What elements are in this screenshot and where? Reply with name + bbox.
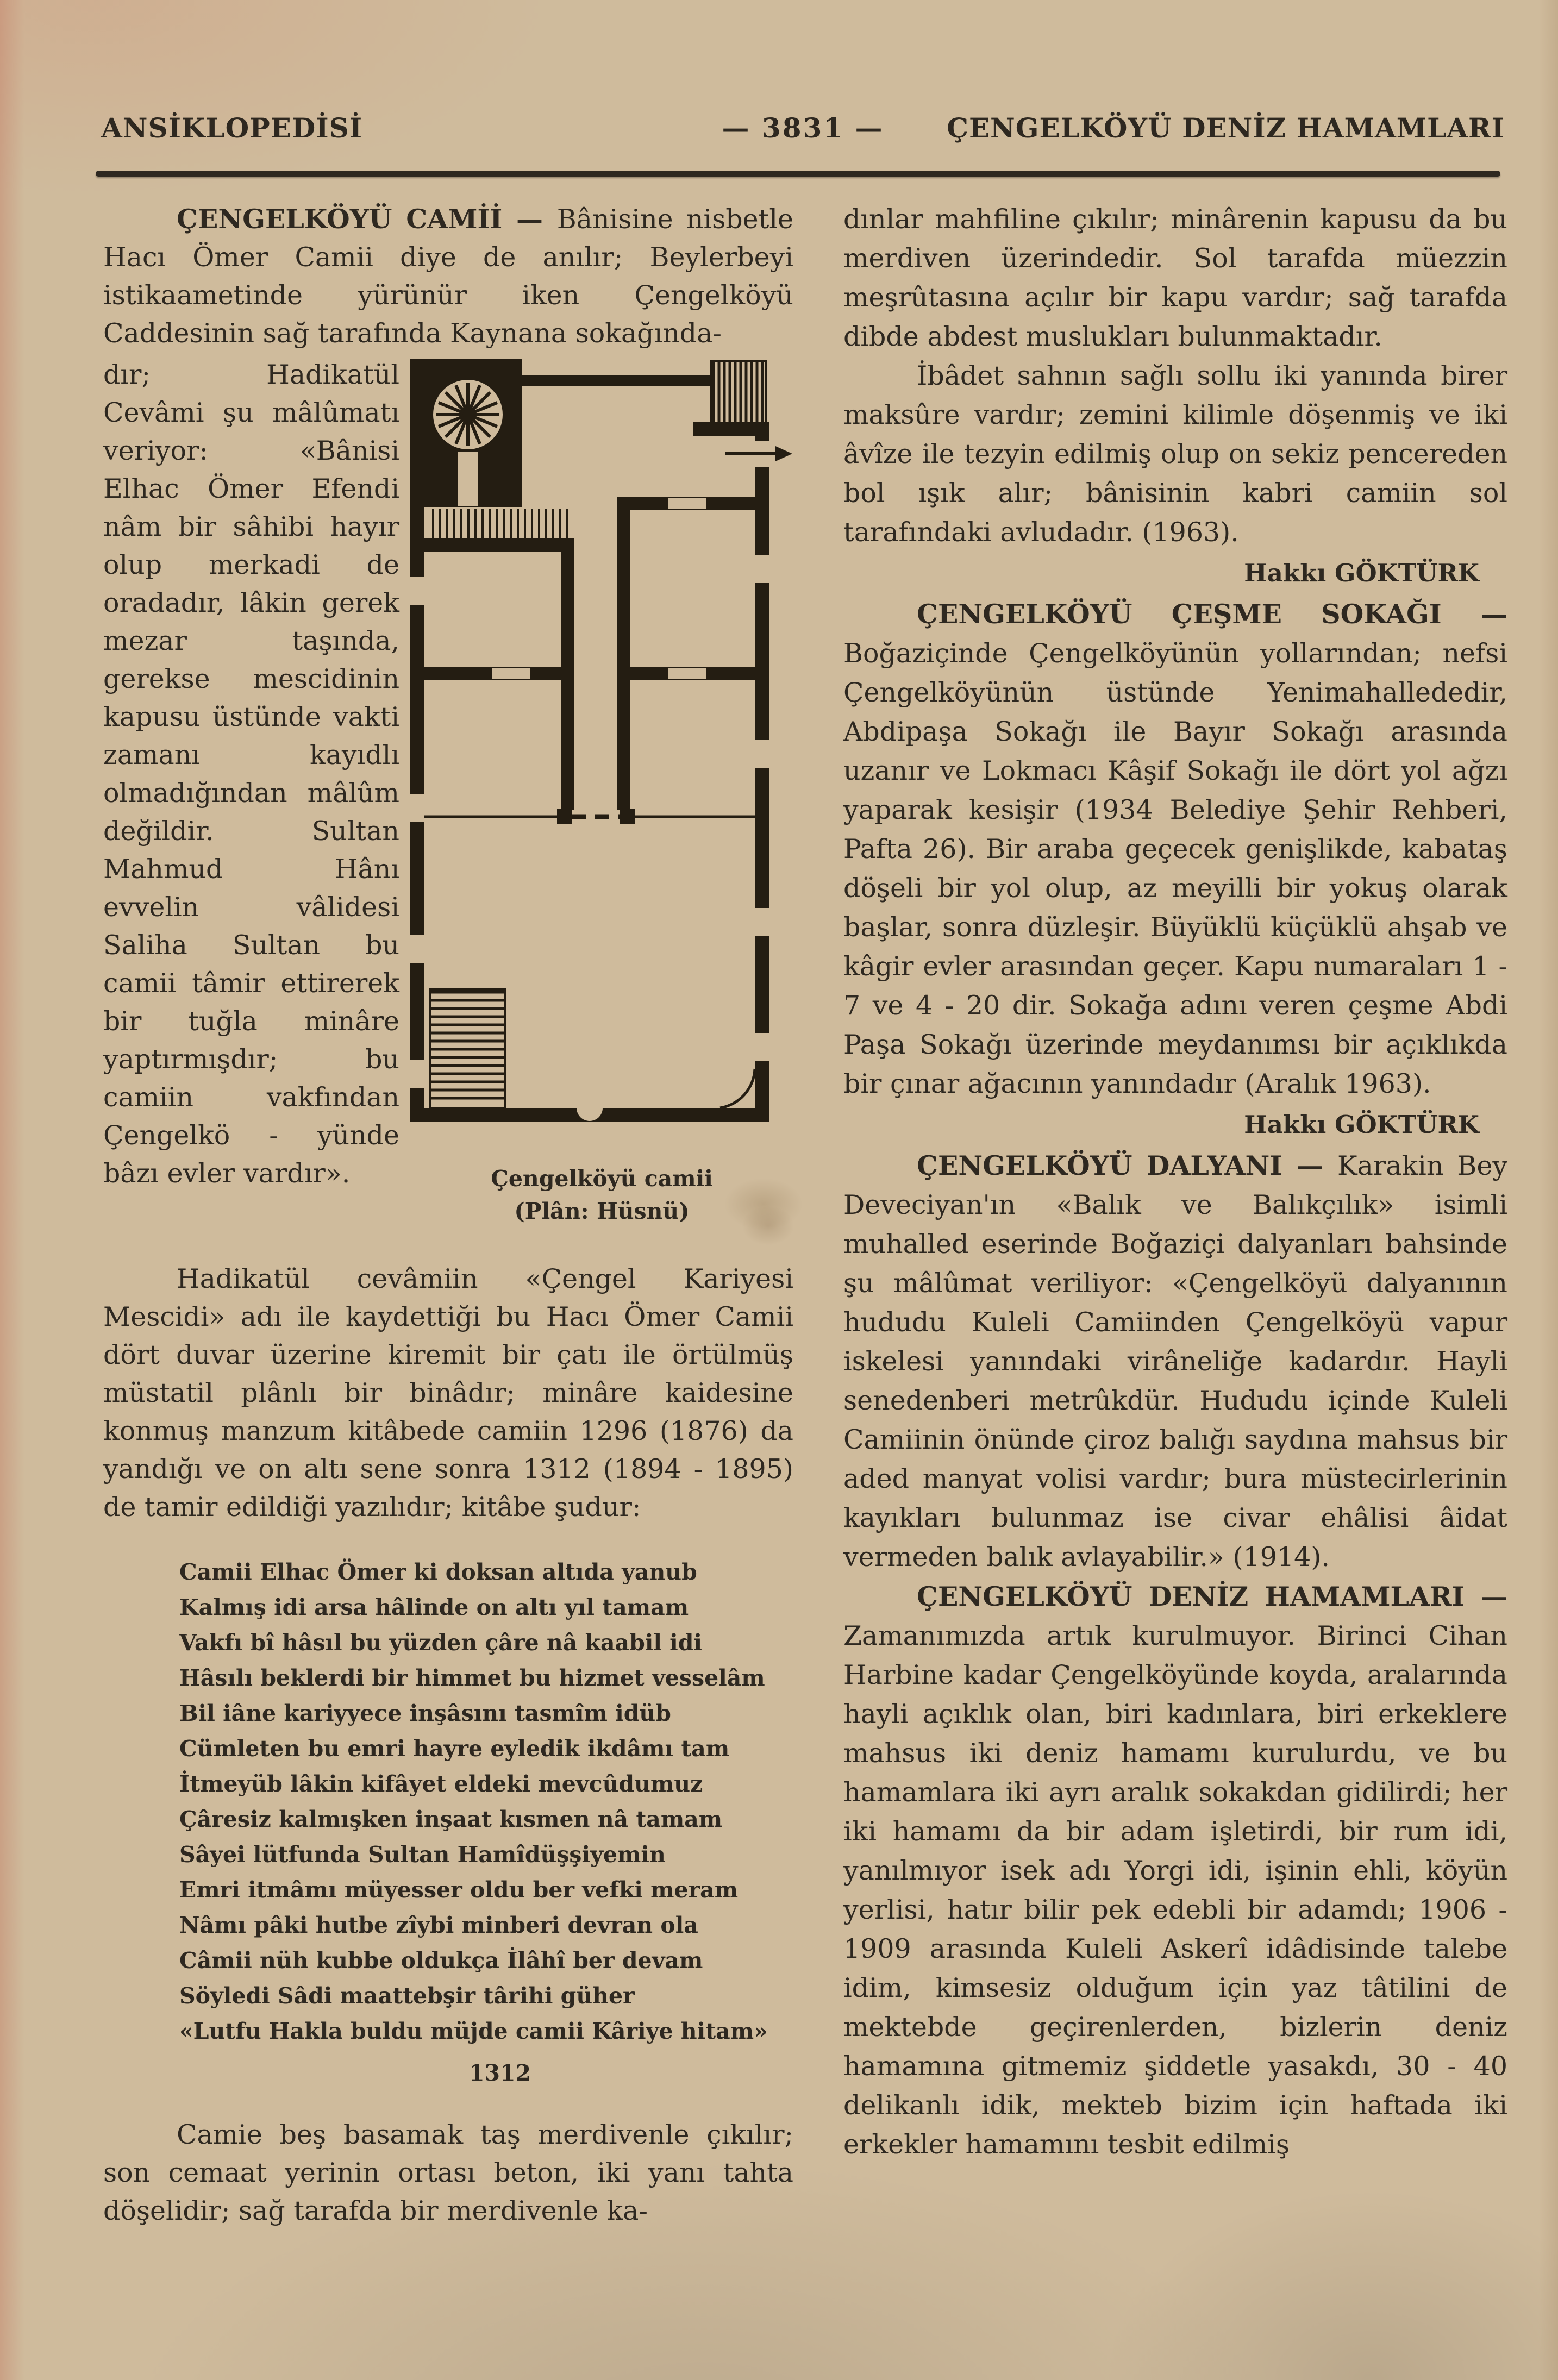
pier-block <box>620 809 635 824</box>
left-wall-window <box>410 794 426 822</box>
left-partition-upper <box>561 538 574 667</box>
right-column <box>843 200 1507 2164</box>
inscription-poem <box>179 1555 793 2091</box>
entry-camii-para2: Hadikatül cevâmiin «Çengel Kariyesi Mescidi» adı ile kaydettiği bu Hacı Ömer Camii dört duvar üzerine kiremit bir çatı ile örtülmüş müstatil plânlı bir binâdır; minâre kaidesine konmuş manzum kitâbede camiin 1296 (1876) da yandığı ve on altı sene sonra 1312 (1894 - 1895) de tamir edildiği yazılıdır; kitâbe şudur: <box>103 1263 793 1523</box>
entry-cesme-sokagi <box>843 594 1507 1104</box>
camii-interior-para: İbâdet sahnın sağlı sollu iki yanında birer maksûre vardır; zemini kilimle döşenmiş ve iki âvîze ile tezyin edilmiş olup on sekiz pencereden bol ışık alır; bânisinin kabri camiin sol tarafındaki avludadır. (1963). <box>843 360 1507 548</box>
right-room-door <box>668 498 706 509</box>
left-room-door <box>492 668 530 679</box>
poem-line: Çâresiz kalmışken inşaat kısmen nâ tamam <box>179 1806 723 1832</box>
figure-caption <box>410 1162 793 1227</box>
floor-plan-svg <box>410 359 793 1136</box>
author-signature: Hakkı GÖKTÜRK <box>1244 1110 1479 1139</box>
entry-camii-paragraph <box>103 200 793 353</box>
poem-line: Söyledi Sâdi maattebşir târihi güher <box>179 1983 635 2009</box>
poem-line: Vakfı bî hâsıl bu yüzden çâre nâ kaabil idi <box>179 1630 702 1656</box>
entry-cesme-headword: ÇENGELKÖYÜ ÇEŞME SOKAĞI <box>917 598 1442 630</box>
entry-deniz-hamamlari <box>843 1577 1507 2164</box>
right-wall-window <box>753 555 771 583</box>
left-column <box>103 200 793 2230</box>
poem-line: Hâsılı beklerdi bir himmet bu hizmet vesselâm <box>179 1665 765 1691</box>
plan-right-wall <box>755 422 769 1122</box>
headword-dash: — <box>1464 1581 1507 1612</box>
poem-line: Bil iâne kariyyece inşâsını tasmîm idüb <box>179 1700 671 1726</box>
entry-camii-narrow-text: dır; Hadikatül Cevâmi şu mâlûmatı veriyor: «Bânisi Elhac Ömer Efendi nâm bir sâhibi hayır olup merkadi de oradadır, lâkin gerek mezar taşında, gerekse mescidinin kapusu üstünde vakti zamanı kayıdlı olmadığından mâlûm değildir. Sultan Mahmud Hânı evvelin vâlidesi Saliha Sultan bu camii tâmir ettirerek bir tuğla minâre yaptırmışdır; bu camiin vakfından Çengelkö - yünde bâzı evler vardır». <box>103 359 399 1189</box>
entry-dalyani-headword: ÇENGELKÖYÜ DALYANI <box>917 1150 1282 1181</box>
right-wall-window <box>753 908 771 936</box>
left-wall-window <box>410 1060 426 1088</box>
right-partition <box>617 497 630 810</box>
stairs-bottom-left <box>431 992 504 1098</box>
entry-cesme-text: Boğaziçinde Çengelköyünün yollarından; nefsi Çengelköyünün üstünde Yenimahallededir, Abdipaşa Sokağı ile Bayır Sokağı arasında uzanır ve Lokmacı Kâşif Sokağı ile dört yol ağzı yaparak kesişir (1934 Belediye Şehir Rehberi, Pafta 26). Bir araba geçecek genişlikde, kabataş döşeli bir yol olup, az meyilli bir yokuş olarak başlar, sonra düzleşir. Büyüklü küçüklü ahşab ve kâgir evler arasından geçer. Kapu numaraları 1 - 7 ve 4 - 20 dir. Sokağa adını veren çeşme Abdi Paşa Sokağı üzerinde meydanımsı bir açıklıkda bir çınar ağacının yanındadır (Aralık 1963). <box>843 638 1507 1099</box>
entry-camii-headword: ÇENGELKÖYÜ CAMİİ <box>177 203 503 235</box>
right-wall-window <box>753 740 771 768</box>
poem-date: 1312 <box>468 2060 531 2086</box>
left-room-top-wall <box>424 538 574 552</box>
figure-caption-credit: (Plân: Hüsnü) <box>514 1198 690 1224</box>
figure-caption-title: Çengelköyü camii <box>491 1166 713 1192</box>
headword-dash: — <box>1441 598 1507 630</box>
header-rule <box>96 171 1500 177</box>
door-swing-arc <box>720 1069 755 1108</box>
left-wall-window <box>410 577 426 605</box>
stairs-top-left <box>433 509 567 538</box>
entry-camii-intro-text: Bânisine nisbetle Hacı Ömer Camii diye de anılır; Beylerbeyi istikaametinde yürünür iken Çengelköyü Caddesinin sağ tarafında Kaynana sokağında- <box>103 204 793 349</box>
right-wall-window <box>753 1033 771 1061</box>
minaret-stem <box>458 452 478 506</box>
floor-plan-figure <box>410 359 793 1227</box>
poem-line: Nâmı pâki hutbe zîybi minberi devran ola <box>179 1912 698 1938</box>
entry-dalyani <box>843 1146 1507 1577</box>
poem-line: İtmeyüb lâkin kifâyet eldeki mevcûdumuz <box>179 1771 703 1797</box>
headword-dash: — <box>1282 1150 1338 1181</box>
poem-line: Cümleten bu emri hayre eyledik ikdâmı tam <box>179 1736 730 1762</box>
poem-line: Kalmış idi arsa hâlinde on altı yıl tamam <box>179 1594 689 1620</box>
plan-top-wall <box>522 375 712 386</box>
author-signature: Hakkı GÖKTÜRK <box>1244 559 1479 587</box>
page-header <box>101 112 1505 147</box>
poem-line: Emri itmâmı müyesser oldu ber vefki meram <box>179 1877 739 1903</box>
right-room-door <box>668 668 706 679</box>
headword-dash: — <box>502 203 557 235</box>
minaret-hub <box>463 410 473 419</box>
page-number: — 3831 — <box>722 112 884 144</box>
poem-line: Sâyei lütfunda Sultan Hamîdüşşiyemin <box>179 1842 666 1868</box>
poem-line: Câmii nüh kubbe oldukça İlâhî ber devam <box>179 1947 703 1974</box>
running-title-left: ANSİKLOPEDİSİ <box>101 112 363 144</box>
pier-block <box>557 809 572 824</box>
figure-row <box>103 356 793 1227</box>
running-title-right: ÇENGELKÖYÜ DENİZ HAMAMLARI <box>947 112 1505 144</box>
stairs-top-right <box>714 362 762 422</box>
left-partition-lower <box>561 680 574 810</box>
left-wall-window <box>410 935 426 963</box>
poem-line: «Lutfu Hakla buldu müjde camii Kâriye hitam» <box>179 2018 768 2044</box>
poem-line: Camii Elhac Ömer ki doksan altıda yanub <box>179 1559 697 1585</box>
entry-dalyani-text: Karakin Bey Deveciyan'ın «Balık ve Balıkçılık» isimli muhalled eserinde Boğaziçi dalyanları bahsinde şu mâlûmat veriliyor: «Çengelköyü dalyanının hududu Kuleli Camiinden Çengelköyü vapur iskelesi yanındaki virâneliğe kadardır. Hayli senedenberi metrûkdür. Hududu içinde Kuleli Camiinin önünde çiroz balığı saydına mahsus bir aded manyat volisi vardır; bura müstecirlerinin kayıkları bulunmaz ise civar ehâlisi âidat vermeden balık avlayabilir.» (1914). <box>843 1150 1507 1573</box>
entry-camii-para3: Camie beş basamak taş merdivenle çıkılır; son cemaat yerinin ortası beton, iki yanı tahta döşelidir; sağ tarafda bir merdivenle ka- <box>103 2119 793 2226</box>
mihrab-notch <box>577 1095 603 1121</box>
camii-continuation-para: dınlar mahfiline çıkılır; minârenin kapusu da bu merdiven üzerindedir. Sol tarafda müezzin meşrûtasına açılır bir kapu vardır; sağ tarafda dibde abdest muslukları bulunmaktadır. <box>843 204 1507 352</box>
entry-deniz-hamamlari-headword: ÇENGELKÖYÜ DENİZ HAMAMLARI <box>917 1581 1465 1612</box>
entry-deniz-hamamlari-text: Zamanımızda artık kurulmuyor. Birinci Cihan Harbine kadar Çengelköyünde koyda, aralarında hayli açıklık olan, biri kadınlara, biri erkeklere mahsus iki deniz hamamı kurulurdu, ve bu hamamlara iki ayrı aralık sokakdan gidilirdi; her iki hamamı da bir adam işletirdi, bir rum idi, yanılmıyor isek adı Yorgi idi, işinin ehli, köyün yerlisi, hatır bilir pek edebli bir adamdı; 1906 - 1909 arasında Kuleli Askerî idâdisinde talebe idim, kimsesiz olduğum için yaz tâtilini de mektebde geçirenlerden, bizlerin deniz hamamına gitmemiz şiddetle yasakdı, 30 - 40 delikanlı idik, mekteb bizim için haftada iki erkekler hamamını tesbit edilmiş <box>843 1620 1507 2160</box>
